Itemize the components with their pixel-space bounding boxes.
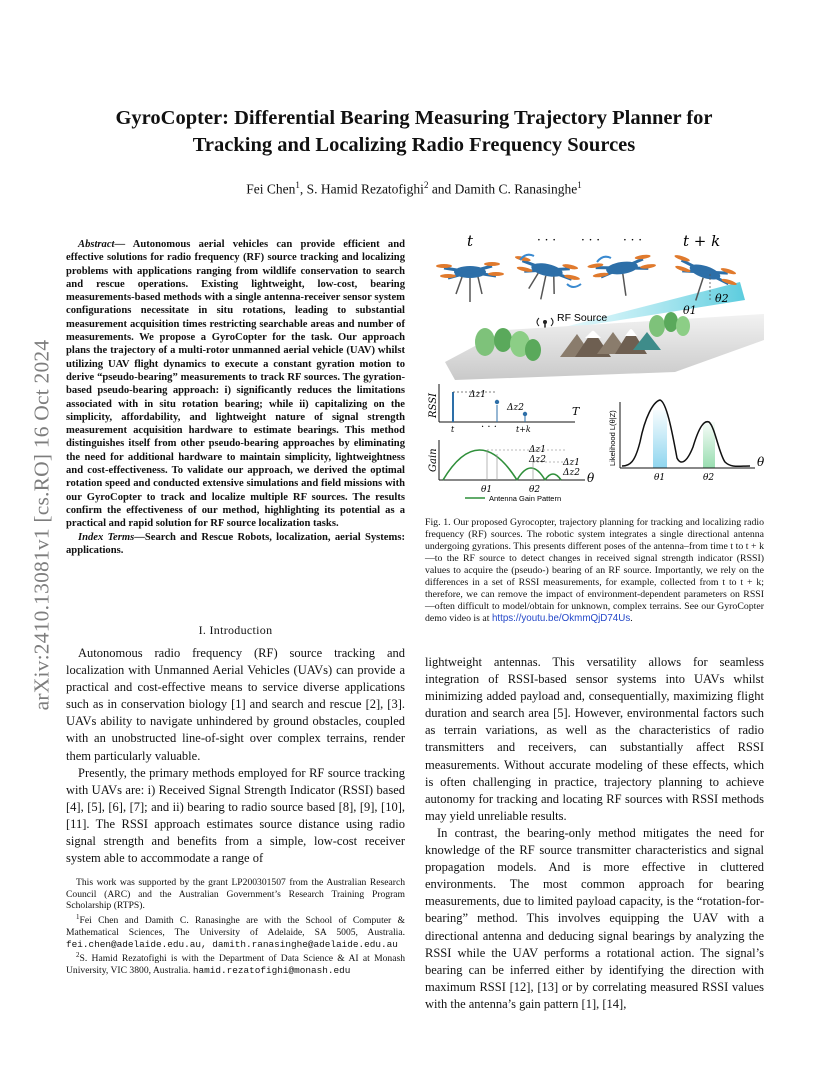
- intro-paragraph-3: lightweight antennas. This versatility allows for seamless integration of RSSI-based sensor systems into UAVs whilst minimizing added payload and, consequentially, maximizing flight duration and search area [5]. However, environmental factors such as terrain variations, as well as the characteristics of radio transmitters and receivers, can substantially affect RSSI measurements. Without accurate modeling of these effects, which is often challenging in practice, trajectory planning to achieve autonomy for tracking and locating RF sources with RSSI methods may yield unreliable results.: [425, 655, 764, 823]
- gain-lobe-minor: [545, 474, 561, 480]
- footnote-affiliation-1: [66, 912, 405, 950]
- likelihood-curve: [622, 400, 750, 466]
- abstract-body: [66, 238, 405, 531]
- figure-1-caption: [425, 517, 764, 625]
- footnote-affiliation-2: [66, 950, 405, 977]
- intro-paragraph-4: In contrast, the bearing-only method mitigates the need for knowledge of the RF source transmitter characteristics and signal propagation models. And is more effective in cluttered environments. The most common approach for bearing measurements, due to limited payload capacity, is the “rotation-for-bearing” method. This involves equipping the UAV with a directional antenna and deducing signal bearings by analyzing the RSSI while the UAV performs a rotational action. The signal’s bearing can be inferred either by identifying the direction with maximum RSSI [12], [13] or by correlating measured RSSI values with the antenna’s gain pattern [1], [14],: [425, 825, 764, 1011]
- footnote-1-email: fei.chen@adelaide.edu.au, damith.ranasinghe@adelaide.edu.au: [66, 938, 398, 950]
- likelihood-theta1-tick: θ1: [654, 473, 666, 483]
- drone-icon-1: [436, 262, 504, 302]
- likelihood-theta2-tick: θ2: [703, 473, 715, 483]
- gain-theta-axis-label: θ: [587, 471, 595, 485]
- index-terms-text: —Search and Rescue Robots, localization, aerial Systems: applications.: [66, 531, 405, 556]
- caption-lead: Fig. 1.: [425, 517, 451, 528]
- arxiv-stamp-text: arXiv:2410.13081v1 [cs.RO] 16 Oct 2024: [29, 339, 54, 711]
- angle-label-theta2: θ2: [715, 292, 729, 305]
- dots-2: · · ·: [581, 233, 601, 247]
- abstract-text: — Autonomous aerial vehicles can provide efficient and effective solutions for radio frequency (RF) source tracking and localizing problems with applications ranging from wildlife conservation to search and rescue operations. Existing lightweight, low-cost, bearing measurements-based methods with a single antenna-receiver sensor system configurations necessitate in situ rotations, leading to substantial measurement acquisition times restricting searchable areas and number of measurements. We propose a GyroCopter for the task. Our approach plans the trajectory of a multi-rotor unmanned aerial vehicle (UAV) whilst utilizing UAV flight dynamics to execute a constant gyration motion to derive “pseudo-bearing” measurements to track RF sources. The gyration-based pseudo-bearing approach: i) significantly reduces the limitations associated with in situ rotation bearing; while ii) capitalizing on the simplicity, affordability, and lightweight nature of signal strength measurement acquisition hardware to estimate bearings. This method distinguishes itself from other pseudo-bearing approaches by eliminating the need for additional hardware to maintain simplicity, lightweightness and cost-effectiveness. To validate our approach, we derived the optimal rotation speed and conducted extensive simulations and field missions with our GyroCopter to track and localize multiple RF sources. The results confirm the effectiveness of our method, highlighting its potential as a practical and rapid solution for RF source localization tasks.: [66, 239, 405, 530]
- figure-1-illustration: [425, 222, 764, 512]
- author-2-affil: 2: [423, 180, 429, 190]
- angle-label-theta1: θ1: [683, 304, 697, 317]
- label-time-tk: t + k: [683, 232, 721, 250]
- author-2: , S. Hamid Rezatofighi: [299, 181, 424, 197]
- intro-paragraph-1: Autonomous radio frequency (RF) source tracking and localization with Unmanned Aerial Vehicles (UAVs) can provide a practical and cost-effective means to service diverse applications such as in conservation biology [1] and search and rescue [2], [3]. UAVs ability to navigate unhindered by ground obstacles, coupled with an unobstructed line-of-sight over complex terrains, render them particularly valuable.: [66, 646, 405, 763]
- figure-1: [425, 222, 764, 512]
- gain-dz2-label: Δz2: [529, 455, 546, 465]
- rf-source-label: RF Source: [557, 312, 608, 324]
- tick-label-t: t: [451, 425, 455, 434]
- gain-dz2-label-right: Δz2: [563, 468, 580, 478]
- arxiv-stamp: [22, 290, 62, 760]
- dz2-label: Δz2: [507, 403, 524, 413]
- intro-right-column: [425, 654, 764, 1013]
- gain-lobe-side: [517, 468, 545, 480]
- footnote-funding: This work was supported by the grant LP200301507 from the Australian Research Council (ARC) and the Australian Government’s Research Training Program Scholarship (RTPS).: [66, 877, 405, 912]
- author-list: [60, 180, 768, 198]
- rotation-arrow-icon-3: [597, 257, 611, 262]
- caption-end: .: [630, 613, 633, 624]
- footnote-2-marker: 2: [76, 951, 80, 960]
- gain-dz1-label: Δz1: [529, 445, 546, 455]
- gain-lobe-main: [443, 450, 517, 480]
- title-line-1: GyroCopter: Differential Bearing Measuring Trajectory Planner for: [115, 107, 713, 129]
- time-axis-label: T: [572, 405, 580, 418]
- tick-dots: · · ·: [481, 422, 497, 433]
- gain-dz1-label-right: Δz1: [563, 458, 580, 468]
- likelihood-theta-axis-label: θ: [757, 455, 764, 469]
- gain-theta2-tick: θ2: [529, 485, 541, 495]
- footnote-2-email: hamid.rezatofighi@monash.edu: [192, 965, 351, 977]
- paper-title: [60, 105, 768, 159]
- tick-label-tk: t+k: [516, 425, 531, 434]
- legend-label: Antenna Gain Pattern: [489, 494, 562, 503]
- intro-left-column: [66, 645, 405, 867]
- index-terms-label: Index Terms: [78, 531, 135, 543]
- abstract-label: Abstract: [78, 239, 115, 250]
- theta1-glow: [653, 410, 667, 468]
- footnote-2-text: S. Hamid Rezatofighi is with the Department of Data Science & AI at Monash University, VIC 3800, Australia.: [66, 953, 405, 977]
- dots-1: · · ·: [537, 233, 557, 247]
- author-1-affil: 1: [295, 180, 300, 190]
- label-time-t: t: [467, 232, 474, 250]
- author-3-affil: 1: [577, 180, 582, 190]
- section-heading-introduction: I. Introduction: [198, 623, 273, 637]
- index-terms: [66, 531, 405, 558]
- dz1-label: Δz1: [469, 390, 486, 400]
- intro-paragraph-2: Presently, the primary methods employed for RF source tracking with UAVs are: i) Received Signal Strength Indicator (RSSI) based [4], [5], [6], [7]; and ii) bearing to radio source based [8], [9], [10], [11]. The RSSI approach estimates source distance using radio signal strength and benefits from a simple, low-cost receiver system able to accommodate a range of: [66, 765, 405, 866]
- drone-icon-2: [508, 253, 583, 306]
- footnotes: [66, 877, 405, 977]
- author-3: and Damith C. Ranasinghe: [428, 181, 578, 197]
- gain-pattern-plot: [428, 440, 595, 503]
- rssi-point-2: [523, 412, 527, 416]
- abstract: [66, 238, 405, 557]
- likelihood-axis-label: Likelihood L(θ|Z): [608, 410, 617, 466]
- demo-video-link[interactable]: https://youtu.be/OkmmQjD74Us: [491, 613, 631, 624]
- rssi-point-1: [495, 400, 499, 404]
- likelihood-plot: [608, 400, 764, 483]
- footnote-1-marker: 1: [76, 913, 80, 922]
- rssi-time-plot: [428, 384, 581, 434]
- caption-text: Our proposed Gyrocopter, trajectory planning for tracking and localizing radio frequency (RF) sources. The robotic system integrates a single directional antenna undergoing gyrations. This presents different poses of the antenna–from time t to t + k—to the RF source to detect changes in received signal strength indicator (RSSI) values to acquire the (pseudo-) bearing of an RF source. Importantly, we rely on the differences in a set of RSSI measurements, for example, collected from t to t + k; therefore, we can remove the impact of environment-dependent parameters on RSSI—often difficult to model/obtain for unknown, complex terrains. See our GyroCopter demo video is at: [425, 517, 764, 624]
- rssi-axis-label: RSSI: [428, 392, 439, 418]
- dots-3: · · ·: [623, 233, 643, 247]
- gain-axis-label: Gain: [428, 448, 439, 472]
- author-1: Fei Chen: [246, 181, 296, 197]
- title-line-2: Tracking and Localizing Radio Frequency Sources: [192, 134, 636, 156]
- footnote-1-text: Fei Chen and Damith C. Ranasinghe are with the School of Computer & Mathematical Sciences, The University of Adelaide, SA 5005, Australia.: [66, 915, 405, 938]
- rotation-arrow-icon-2: [567, 284, 581, 287]
- gain-theta1-tick: θ1: [481, 485, 493, 495]
